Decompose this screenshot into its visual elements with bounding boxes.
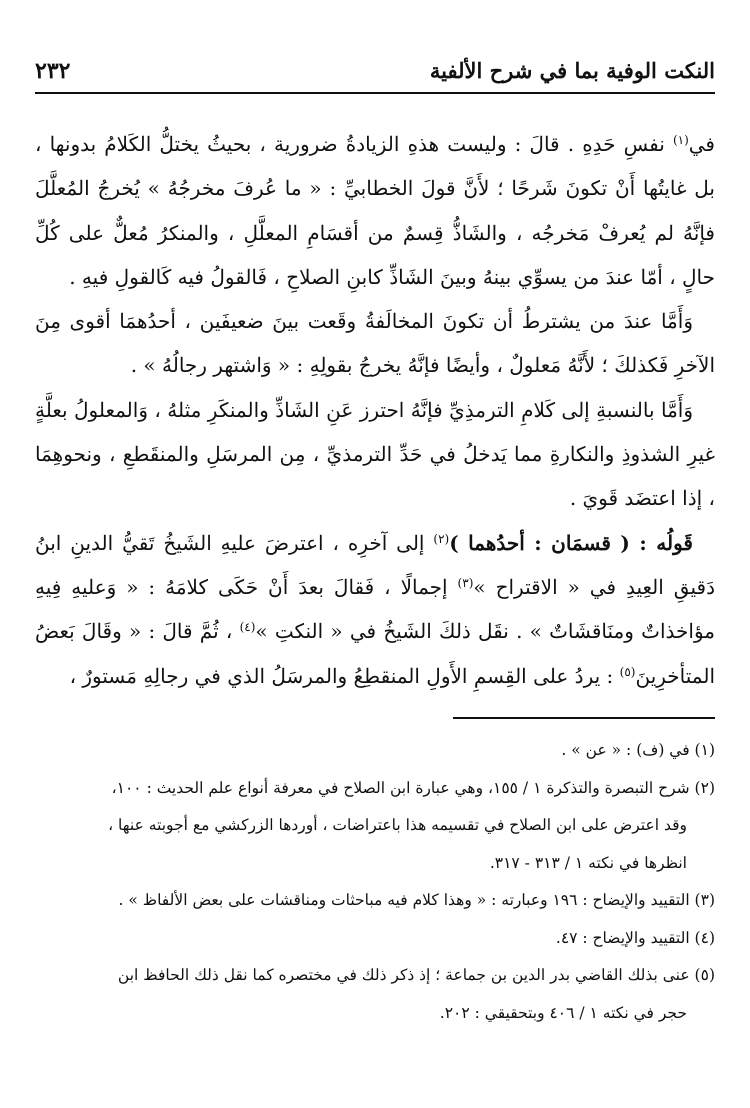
- footnote-line: [35, 882, 715, 920]
- footnote-marker: (٢): [433, 531, 450, 546]
- main-text: [35, 122, 715, 698]
- footnote-line: [35, 957, 715, 995]
- paragraph: [35, 299, 715, 388]
- footnote-marker: (٥): [619, 664, 636, 679]
- paragraph: [35, 388, 715, 521]
- footnote-text: في (ف) : « عن » .: [561, 741, 690, 759]
- footnote-line: [35, 920, 715, 958]
- page-header: [35, 52, 715, 94]
- text-run: إجمالًا ، فَقالَ بعدَ أَنْ حَكَى كلامَهُ : « وَعليهِ فِيهِ مؤاخذاتٌ ومنَاقشَاتٌ » . نقَل ذلكَ الشَيخُ في « النكتِ »: [35, 574, 715, 644]
- bold-text: ( قسمَان : أحدُهما ): [449, 530, 630, 555]
- text-run: وَأَمَّا بالنسبةِ إلى كَلامِ الترمذِيِّ فإنَّهُ احترز عَنِ الشَاذِّ والمنكَرِ مثلهُ ، وَالمعلولُ بعلَّةٍ غيرِ الشذوذِ والنكارةِ مما يَدخلُ في حَدِّ الترمذيِّ ، مِن المرسَلِ والمنقَطعِ ، ونحوهِمَا ، إذا اعتضَد قَويَ .: [35, 397, 715, 511]
- footnote-number: (١): [689, 741, 715, 759]
- paragraph: [35, 521, 715, 698]
- text-run: ، ثُمَّ قالَ : « وقَالَ بَعضُ المتأخرِينَ: [35, 619, 715, 688]
- footnote-marker: (٤): [239, 620, 256, 635]
- footnote-marker: (٣): [457, 575, 474, 590]
- text-run: وَأَمَّا عندَ من يشترطُ أن تكونَ المخالَفةُ وقَعت بينَ ضعيفَين ، أحدُهمَا أقوى مِنَ الآخرِ فَكذلكَ ؛ لأَنَّهُ مَعلولٌ ، وأيضًا فإنَّهُ يخرجُ بقولِهِ : « وَاشتهر رجالُهُ » .: [35, 309, 715, 378]
- footnote-text: حجر في نكته ١ / ٤٠٦ وبتحقيقي : ٢٠٢.: [439, 1003, 687, 1022]
- text-run: : يردُ على القِسمِ الأَولِ المنقطِعُ والمرسَلُ الذي في رجالِهِ مَستورٌ ،: [69, 663, 620, 688]
- footnote-number: (٣): [689, 891, 715, 909]
- footnote-line: [35, 845, 715, 883]
- footnote-text: عنى بذلك القاضي بدر الدين بن جماعة ؛ إذ ذكر ذلك في مختصره كما نقل ذلك الحافظ ابن: [117, 966, 690, 984]
- text-run: في: [688, 132, 715, 156]
- footnote-number: (٢): [689, 778, 715, 797]
- footnote-text: التقييد والإيضاح : ٤٧.: [555, 928, 690, 947]
- text-run: إلى آخرِه ، اعترضَ عليهِ الشَيخُ تَقيُّ الدينِ ابنُ دَقيقِ العِيدِ في « الاقتراح »: [35, 530, 715, 599]
- bold-text: قَولُه :: [629, 530, 693, 555]
- footnote-number: (٥): [689, 966, 715, 984]
- footnote-divider: [453, 717, 715, 719]
- footnote-text: التقييد والإيضاح : ١٩٦ وعبارته : « وهذا كلام فيه مباحثات ومناقشات على بعض الألفاظ » .: [118, 891, 690, 909]
- footnote-text: شرح التبصرة والتذكرة ١ / ١٥٥، وهي عبارة ابن الصلاح في معرفة أنواع علم الحديث : ١٠٠،: [111, 778, 690, 797]
- footnotes: [35, 732, 715, 1032]
- paragraph: [35, 122, 715, 299]
- footnote-marker: (١): [672, 133, 689, 147]
- footnote-line: [35, 995, 715, 1033]
- text-run: نفسِ حَدِهِ . قالَ : وليست هذهِ الزيادةُ ضرورية ، بحيثُ يختلُّ الكَلامُ بدونها ، بل غايتُها أَنْ تكونَ شَرحًا ؛ لأَنَّ قولَ الخطابيِّ : « ما عُرفَ مخرجُهُ » يُخرجُ المُعلَّلَ فإنَّهُ لم يُعرفْ مَخرجُه ، والشَاذُّ قِسمٌ من أقسَامِ المعلَّلِ ، والمنكرُ مُعلٌّ على كُلِّ حالٍ ، أمّا عندَ من يسوِّي بينهُ وبينَ الشَاذِّ كابنِ الصلاحِ ، فَالقولُ فيه كَالقولِ فيهِ .: [35, 132, 715, 289]
- footnote-text: وقد اعترض على ابن الصلاح في تقسيمه هذا باعتراضات ، أوردها الزركشي مع أجوبته عنها ،: [108, 816, 687, 834]
- page-number: ٢٣٢: [35, 58, 71, 84]
- footnote-text: انظرها في نكته ١ / ٣١٣ - ٣١٧.: [489, 853, 687, 872]
- footnote-line: [35, 770, 715, 808]
- footnote-line: [35, 807, 715, 845]
- running-title: النكت الوفية بما في شرح الألفية: [429, 58, 715, 83]
- footnote-number: (٤): [689, 928, 715, 947]
- footnote-line: [35, 732, 715, 770]
